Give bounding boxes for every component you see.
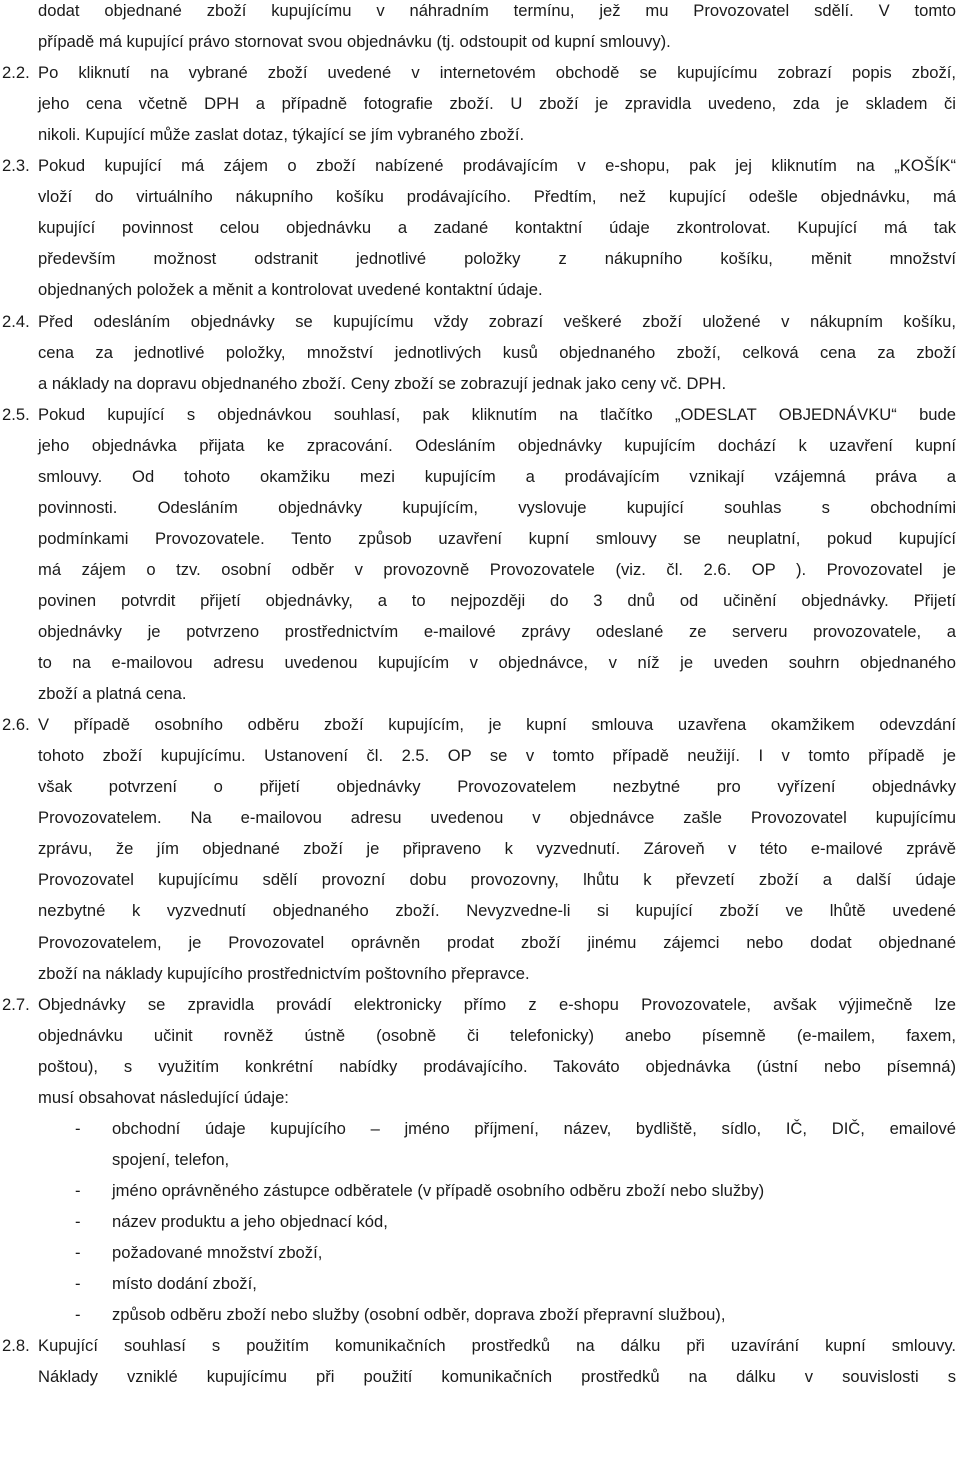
bullet-item-line: název produktu a jeho objednací kód, xyxy=(112,1211,388,1231)
section-number: 2.6. xyxy=(2,715,30,735)
paragraph-line: případě má kupující právo stornovat svou objednávku (tj. odstoupit od kupní smlouvy). xyxy=(38,32,671,52)
bullet-item-line: způsob odběru zboží nebo služby (osobní odběr, doprava zboží přepravní službou), xyxy=(112,1305,726,1325)
paragraph-line: nezbytné k vyzvednutí objednaného zboží. Nevyzvedne-li si kupující zboží ve lhůtě uvedené xyxy=(38,901,956,921)
paragraph-line: objednaných položek a měnit a kontrolovat uvedené kontaktní údaje. xyxy=(38,280,543,300)
paragraph-line: jeho objednávka přijata ke zpracování. Odesláním objednávky kupujícím dochází k uzavření kupní xyxy=(38,435,956,455)
bullet-item-line: požadované množství zboží, xyxy=(112,1243,323,1262)
section-number: 2.5. xyxy=(2,404,30,424)
bullet-item-line: jméno oprávněného zástupce odběratele (v případě osobního odběru zboží nebo služby) xyxy=(112,1180,765,1200)
paragraph-line: Před odesláním objednávky se kupujícímu vždy zobrazí veškeré zboží uložené v nákupním košíku, xyxy=(38,311,956,331)
paragraph-line: Po kliknutí na vybrané zboží uvedené v internetovém obchodě se kupujícímu zobrazí popis zboží, xyxy=(38,63,956,83)
bullet-marker: - xyxy=(75,1211,81,1231)
bullet-marker: - xyxy=(75,1180,81,1200)
paragraph-line: smlouvy. Od tohoto okamžiku mezi kupujícím a prodávajícím vznikají vzájemná práva a xyxy=(38,466,956,486)
bullet-item-line: obchodní údaje kupujícího – jméno příjmení, název, bydliště, sídlo, IČ, DIČ, emailové xyxy=(112,1118,956,1138)
section-number: 2.2. xyxy=(2,63,30,83)
bullet-item-line: místo dodání zboží, xyxy=(112,1274,257,1294)
section-number: 2.8. xyxy=(2,1336,30,1356)
paragraph-line: především možnost odstranit jednotlivé položky z nákupního košíku, měnit množství xyxy=(38,249,956,269)
paragraph-line: zprávu, že jím objednané zboží je připraveno k vyzvednutí. Zároveň v této e-mailové zprávě xyxy=(38,839,956,859)
paragraph-line: Náklady vzniklé kupujícímu při použití komunikačních prostředků na dálku v souvislosti s xyxy=(38,1367,956,1387)
paragraph-line: má zájem o tzv. osobní odběr v provozovně Provozovatele (viz. čl. 2.6. OP ). Provozovatel je xyxy=(38,559,956,579)
paragraph-line: však potvrzení o přijetí objednávky Provozovatelem nezbytné pro vyřízení objednávky xyxy=(38,777,956,797)
bullet-marker: - xyxy=(75,1243,81,1262)
paragraph-line: Kupující souhlasí s použitím komunikačních prostředků na dálku při uzavírání kupní smlouvy. xyxy=(38,1336,956,1356)
paragraph-line: objednávky je potvrzeno prostřednictvím e-mailové zprávy odeslané ze serveru provozovatele, a xyxy=(38,622,956,641)
paragraph-line: objednávku učinit rovněž ústně (osobně či telefonicky) anebo písemně (e-mailem, faxem, xyxy=(38,1025,956,1045)
section-number: 2.7. xyxy=(2,994,30,1014)
paragraph-line: V případě osobního odběru zboží kupujícím, je kupní smlouva uzavřena okamžikem odevzdání xyxy=(38,715,956,735)
paragraph-line: kupující povinnost celou objednávku a zadané kontaktní údaje zkontrolovat. Kupující má tak xyxy=(38,218,956,238)
paragraph-line: Provozovatel kupujícímu sdělí provozní dobu provozovny, lhůtu k převzetí zboží a další údaje xyxy=(38,870,956,890)
paragraph-line: povinnosti. Odesláním objednávky kupujícím, vyslovuje kupující souhlas s obchodními xyxy=(38,497,956,517)
paragraph-line: to na e-mailovou adresu uvedenou kupujícím v objednávce, v níž je uveden souhrn objednaného xyxy=(38,653,956,673)
paragraph-line: zboží a platná cena. xyxy=(38,684,187,704)
paragraph-line: vloží do virtuálního nákupního košíku prodávajícího. Předtím, než kupující odešle objednávku, má xyxy=(38,187,956,207)
bullet-item-line: spojení, telefon, xyxy=(112,1149,230,1169)
paragraph-line: a náklady na dopravu objednaného zboží. Ceny zboží se zobrazují jednak jako ceny vč. DPH. xyxy=(38,373,727,393)
paragraph-line: povinen potvrdit přijetí objednávky, a to nejpozději do 3 dnů od učinění objednávky. Přijetí xyxy=(38,590,956,610)
paragraph-line: Objednávky se zpravidla provádí elektronicky přímo z e-shopu Provozovatele, avšak výjimečně lze xyxy=(38,994,956,1014)
paragraph-line: Provozovatelem. Na e-mailovou adresu uvedenou v objednávce zašle Provozovatel kupujícímu xyxy=(38,808,956,828)
paragraph-line: cena za jednotlivé položky, množství jednotlivých kusů objednaného zboží, celková cena za zboží xyxy=(38,342,956,362)
bullet-marker: - xyxy=(75,1118,81,1138)
paragraph-line: Provozovatelem, je Provozovatel oprávněn prodat zboží jinému zájemci nebo dodat objednané xyxy=(38,932,956,952)
paragraph-line: zboží na náklady kupujícího prostřednictvím poštovního přepravce. xyxy=(38,963,530,983)
paragraph-line: Pokud kupující s objednávkou souhlasí, pak kliknutím na tlačítko „ODESLAT OBJEDNÁVKU“ bude xyxy=(38,404,956,424)
paragraph-line: dodat objednané zboží kupujícímu v náhradním termínu, jež mu Provozovatel sdělí. V tomto xyxy=(38,1,956,20)
paragraph-line: podmínkami Provozovatele. Tento způsob uzavření kupní smlouvy se neuplatní, pokud kupující xyxy=(38,528,956,548)
paragraph-line: Pokud kupující má zájem o zboží nabízené prodávajícím v e-shopu, pak jej kliknutím na „KOŠÍK“ xyxy=(38,156,956,176)
section-number: 2.4. xyxy=(2,311,30,331)
section-number: 2.3. xyxy=(2,156,30,176)
paragraph-line: poštou), s využitím konkrétní nabídky prodávajícího. Takováto objednávka (ústní nebo písemná) xyxy=(38,1056,956,1076)
paragraph-line: musí obsahovat následující údaje: xyxy=(38,1087,289,1107)
paragraph-line: jeho cena včetně DPH a případně fotografie zboží. U zboží je zpravidla uvedeno, zda je skladem či xyxy=(38,94,956,114)
bullet-marker: - xyxy=(75,1305,81,1325)
bullet-marker: - xyxy=(75,1274,81,1294)
paragraph-line: tohoto zboží kupujícímu. Ustanovení čl. 2.5. OP se v tomto případě neužijí. I v tomto případě je xyxy=(38,746,956,766)
paragraph-line: nikoli. Kupující může zaslat dotaz, týkající se jím vybraného zboží. xyxy=(38,125,525,145)
